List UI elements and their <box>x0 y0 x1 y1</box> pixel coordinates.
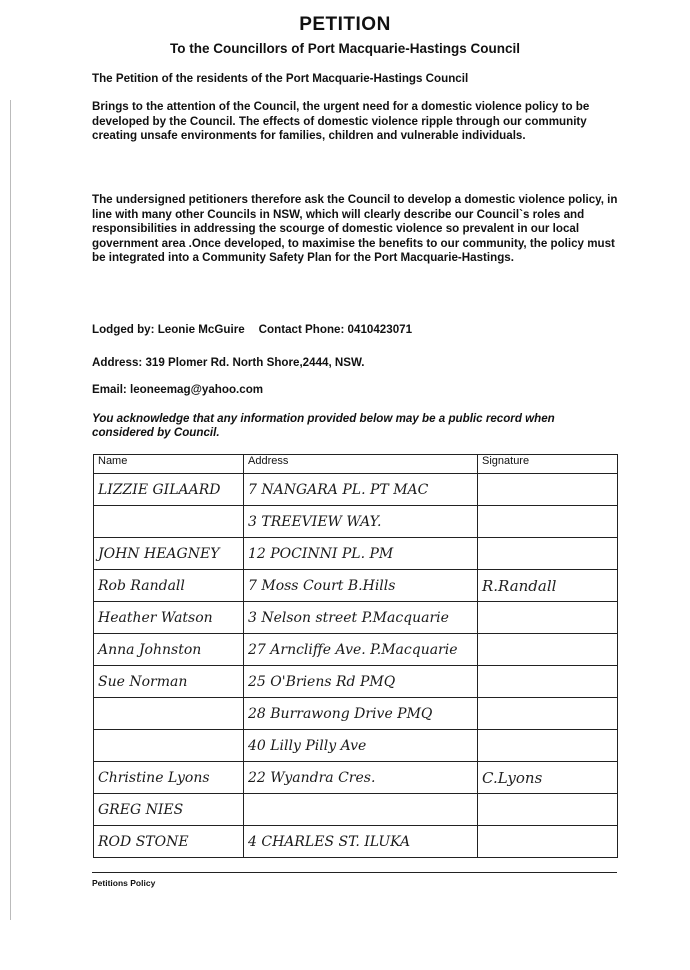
signatory-address: 12 POCINNI PL. PM <box>244 538 478 570</box>
signatory-name <box>94 698 244 730</box>
signatory-address: 3 Nelson street P.Macquarie <box>244 602 478 634</box>
signatory-name: Sue Norman <box>94 666 244 698</box>
signatory-signature <box>478 794 618 826</box>
acknowledgement-text: You acknowledge that any information provided below may be a public record when considered by Council. <box>92 412 555 439</box>
signatory-signature <box>478 602 618 634</box>
signature-rows <box>94 474 618 858</box>
signatory-name: Christine Lyons <box>94 762 244 794</box>
signatory-name: Anna Johnston <box>94 634 244 666</box>
page-title: PETITION <box>299 14 391 35</box>
table-row <box>94 794 618 826</box>
signatory-signature: R.Randall <box>478 570 618 602</box>
table-row <box>94 698 618 730</box>
request-paragraph: The undersigned petitioners therefore ask the Council to develop a domestic violence policy, in line with many other Councils in NSW, which will clearly describe our Council`s roles and responsibilities in addressing the scourge of domestic violence so prevalent in our local government area .Once developed, to maximise the benefits to our community, the policy must be integrated into a Community Safety Plan for the Port Macquarie-Hastings. <box>92 193 618 264</box>
signatory-address: 4 CHARLES ST. ILUKA <box>244 826 478 858</box>
signatory-name <box>94 730 244 762</box>
header-signature: Signature <box>478 455 618 474</box>
concern-paragraph: Brings to the attention of the Council, the urgent need for a domestic violence policy to be developed by the Council. The effects of domestic violence ripple through our community creating unsafe environments for families, children and vulnerable individuals. <box>92 100 590 142</box>
signatory-name: GREG NIES <box>94 794 244 826</box>
header-name: Name <box>94 455 244 474</box>
table-row <box>94 730 618 762</box>
intro-paragraph: The Petition of the residents of the Port Macquarie-Hastings Council <box>92 72 469 85</box>
signatory-address <box>244 794 478 826</box>
contact-phone: Contact Phone: 0410423071 <box>258 323 413 336</box>
signatory-signature <box>478 826 618 858</box>
table-header-row <box>94 455 618 474</box>
signatory-signature <box>478 730 618 762</box>
signatory-name: Rob Randall <box>94 570 244 602</box>
footer-divider <box>92 872 617 873</box>
signatory-signature <box>478 506 618 538</box>
table-row <box>94 474 618 506</box>
footer-text: Petitions Policy <box>92 878 156 888</box>
table-row <box>94 826 618 858</box>
signatory-address: 25 O'Briens Rd PMQ <box>244 666 478 698</box>
signatory-signature <box>478 698 618 730</box>
header-address: Address <box>244 455 478 474</box>
page-edge-line <box>10 100 11 920</box>
table-row <box>94 538 618 570</box>
table-row <box>94 570 618 602</box>
table-row <box>94 506 618 538</box>
signatory-name: LIZZIE GILAARD <box>94 474 244 506</box>
signatory-address: 40 Lilly Pilly Ave <box>244 730 478 762</box>
signatory-address: 7 Moss Court B.Hills <box>244 570 478 602</box>
signatory-address: 7 NANGARA PL. PT MAC <box>244 474 478 506</box>
signature-table <box>93 454 618 858</box>
table-row <box>94 602 618 634</box>
signatory-address: 28 Burrawong Drive PMQ <box>244 698 478 730</box>
lodged-by: Lodged by: Leonie McGuire <box>92 323 245 336</box>
signatory-name <box>94 506 244 538</box>
signatory-signature <box>478 538 618 570</box>
page-subtitle: To the Councillors of Port Macquarie-Hastings Council <box>169 41 521 56</box>
contact-address: Address: 319 Plomer Rd. North Shore,2444, NSW. <box>92 356 365 369</box>
signatory-signature <box>478 666 618 698</box>
signatory-signature <box>478 474 618 506</box>
signatory-signature: C.Lyons <box>478 762 618 794</box>
contact-email: Email: leoneemag@yahoo.com <box>92 383 264 396</box>
signatory-address: 3 TREEVIEW WAY. <box>244 506 478 538</box>
signatory-address: 27 Arncliffe Ave. P.Macquarie <box>244 634 478 666</box>
signatory-name: JOHN HEAGNEY <box>94 538 244 570</box>
table-row <box>94 762 618 794</box>
signatory-name: Heather Watson <box>94 602 244 634</box>
signatory-address: 22 Wyandra Cres. <box>244 762 478 794</box>
table-row <box>94 634 618 666</box>
signatory-name: ROD STONE <box>94 826 244 858</box>
signatory-signature <box>478 634 618 666</box>
table-row <box>94 666 618 698</box>
lodged-line <box>92 323 412 336</box>
